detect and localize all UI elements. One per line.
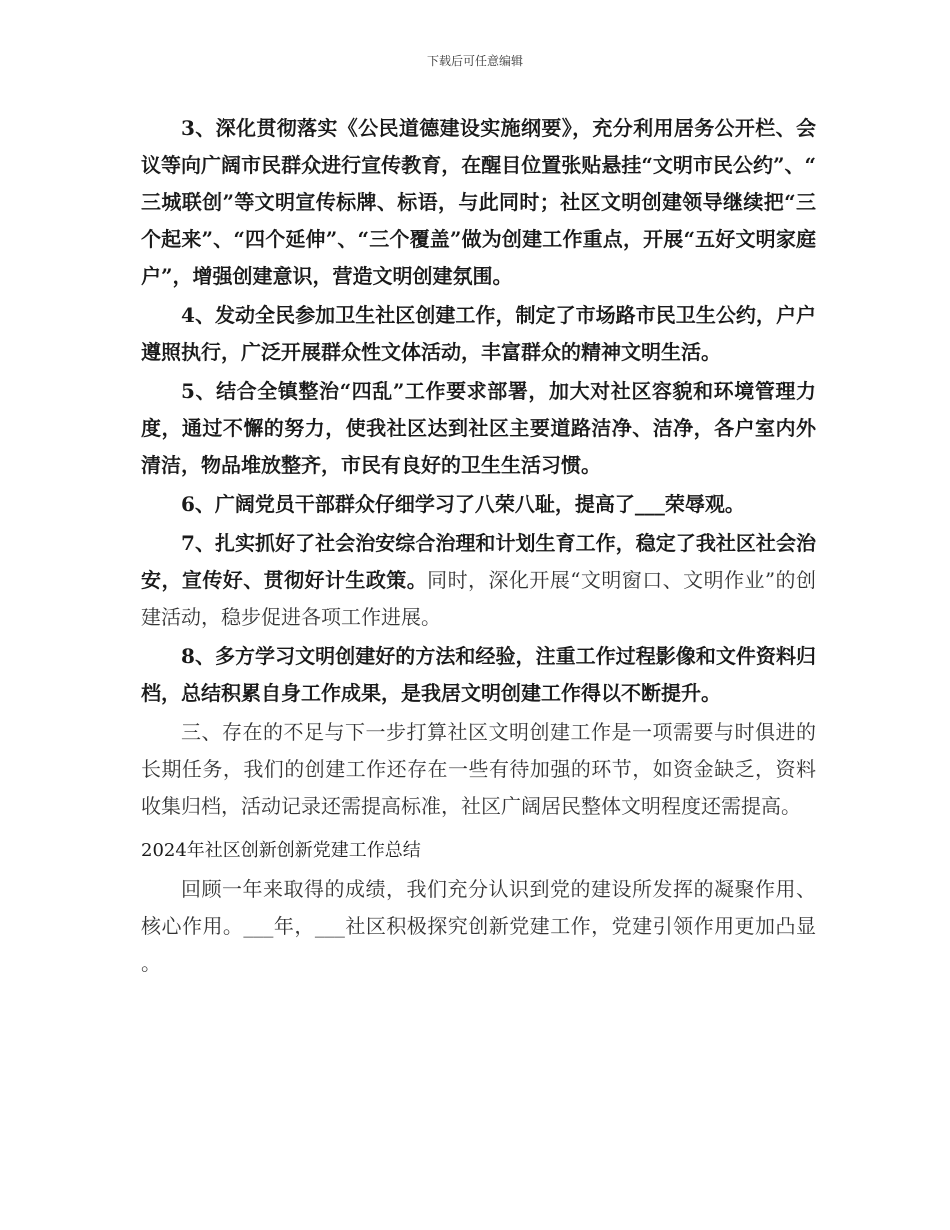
paragraph-4: 4、发动全民参加卫生社区创建工作，制定了市场路市民卫生公约，户户遵照执行，广泛开展群众性文体活动，丰富群众的精神文明生活。 [141, 303, 816, 364]
paragraph-3: 3、深化贯彻落实《公民道德建设实施纲要》，充分利用居务公开栏、会议等向广阔市民群众进行宣传教育，在醒目位置张贴悬挂“文明市民公约”、“三城联创”等文明宣传标牌、标语，与此同时；社区文明创建领导继续把“三个起来”、“四个延伸”、“三个覆盖”做为创建工作重点，开展“五好文明家庭户”，增强创建意识，营造文明创建氛围。 [141, 116, 816, 288]
document-body [141, 110, 816, 982]
paragraph-5: 5、结合全镇整治“四乱”工作要求部署，加大对社区容貌和环境管理力度，通过不懈的努力，使我社区达到社区主要道路洁净、洁净，各户室内外清洁，物品堆放整齐，市民有良好的卫生生活习惯。 [141, 379, 816, 477]
paragraph-7-bold-text: 7、扎实抓好了社会治安综合治理和计划生育工作，稳定了我社区社会治安，宣传好、贯彻好计生政策。 [141, 531, 816, 592]
section-title: 2024年社区创新创新党建工作总结 [141, 840, 421, 861]
paragraph-8: 8、多方学习文明创建好的方法和经验，注重工作过程影像和文件资料归档，总结积累自身工作成果，是我居文明创建工作得以不断提升。 [141, 644, 816, 705]
paragraph-7-normal-text: 同时，深化开展“文明窗口、文明作业”的创建活动，稳步促进各项工作进展。 [141, 568, 816, 629]
paragraph-7 [141, 525, 816, 636]
paragraph-shortcomings: 三、存在的不足与下一步打算社区文明创建工作是一项需要与时俱进的长期任务，我们的创建工作还存在一些有待加强的环节，如资金缺乏，资料收集归档，活动记录还需提高标准，社区广阔居民整体文明程度还需提高。 [141, 720, 816, 818]
page-header: 下载后可任意编辑 [426, 54, 523, 68]
paragraph-6: 6、广阔党员干部群众仔细学习了八荣八耻，提高了___荣辱观。 [181, 492, 745, 516]
section-intro: 回顾一年来取得的成绩，我们充分认识到党的建设所发挥的凝聚作用、核心作用。___年，___社区积极探究创新党建工作，党建引领作用更加凸显。 [141, 877, 816, 975]
